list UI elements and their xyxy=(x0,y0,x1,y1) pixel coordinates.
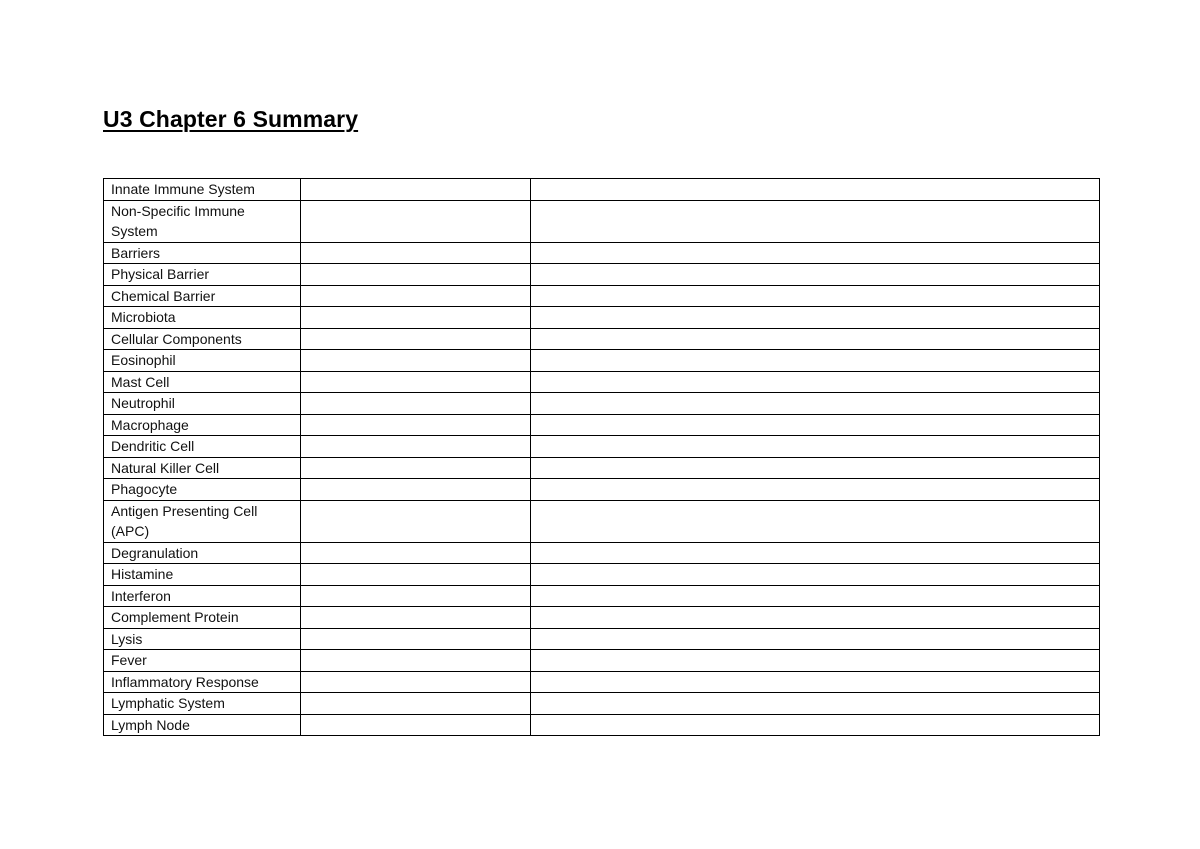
notes-cell-1[interactable] xyxy=(301,285,531,307)
notes-cell-2[interactable] xyxy=(531,500,1100,542)
notes-cell-1[interactable] xyxy=(301,500,531,542)
notes-cell-2[interactable] xyxy=(531,200,1100,242)
notes-cell-1[interactable] xyxy=(301,479,531,501)
term-cell: Eosinophil xyxy=(104,350,301,372)
notes-cell-1[interactable] xyxy=(301,650,531,672)
table-row xyxy=(104,414,1100,436)
notes-cell-2[interactable] xyxy=(531,479,1100,501)
notes-cell-1[interactable] xyxy=(301,179,531,201)
term-cell: Neutrophil xyxy=(104,393,301,415)
table-row xyxy=(104,350,1100,372)
notes-cell-2[interactable] xyxy=(531,693,1100,715)
term-cell: Histamine xyxy=(104,564,301,586)
notes-cell-2[interactable] xyxy=(531,457,1100,479)
notes-cell-2[interactable] xyxy=(531,628,1100,650)
term-cell: Antigen Presenting Cell (APC) xyxy=(104,500,301,542)
term-cell: Natural Killer Cell xyxy=(104,457,301,479)
term-cell: Non-Specific Immune System xyxy=(104,200,301,242)
notes-cell-1[interactable] xyxy=(301,307,531,329)
table-row xyxy=(104,307,1100,329)
term-cell: Chemical Barrier xyxy=(104,285,301,307)
term-cell: Interferon xyxy=(104,585,301,607)
notes-cell-2[interactable] xyxy=(531,542,1100,564)
table-row xyxy=(104,714,1100,736)
notes-cell-1[interactable] xyxy=(301,714,531,736)
table-row xyxy=(104,457,1100,479)
table-row xyxy=(104,328,1100,350)
notes-cell-2[interactable] xyxy=(531,585,1100,607)
notes-cell-1[interactable] xyxy=(301,414,531,436)
table-row xyxy=(104,242,1100,264)
notes-cell-1[interactable] xyxy=(301,264,531,286)
notes-cell-2[interactable] xyxy=(531,671,1100,693)
term-cell: Phagocyte xyxy=(104,479,301,501)
term-cell: Degranulation xyxy=(104,542,301,564)
notes-cell-1[interactable] xyxy=(301,457,531,479)
notes-cell-2[interactable] xyxy=(531,650,1100,672)
notes-cell-2[interactable] xyxy=(531,414,1100,436)
term-cell: Innate Immune System xyxy=(104,179,301,201)
notes-cell-2[interactable] xyxy=(531,242,1100,264)
notes-cell-1[interactable] xyxy=(301,393,531,415)
table-body xyxy=(104,179,1100,736)
notes-cell-2[interactable] xyxy=(531,607,1100,629)
term-cell: Mast Cell xyxy=(104,371,301,393)
notes-cell-2[interactable] xyxy=(531,436,1100,458)
notes-cell-2[interactable] xyxy=(531,350,1100,372)
term-cell: Lymphatic System xyxy=(104,693,301,715)
notes-cell-1[interactable] xyxy=(301,693,531,715)
table-row xyxy=(104,200,1100,242)
page-title: U3 Chapter 6 Summary xyxy=(103,106,359,132)
table-row xyxy=(104,564,1100,586)
notes-cell-1[interactable] xyxy=(301,200,531,242)
notes-cell-1[interactable] xyxy=(301,564,531,586)
notes-cell-1[interactable] xyxy=(301,436,531,458)
notes-cell-2[interactable] xyxy=(531,328,1100,350)
notes-cell-2[interactable] xyxy=(531,371,1100,393)
table-row xyxy=(104,393,1100,415)
term-cell: Complement Protein xyxy=(104,607,301,629)
term-cell: Microbiota xyxy=(104,307,301,329)
term-cell: Lymph Node xyxy=(104,714,301,736)
notes-cell-1[interactable] xyxy=(301,671,531,693)
term-cell: Cellular Components xyxy=(104,328,301,350)
table-row xyxy=(104,371,1100,393)
notes-cell-1[interactable] xyxy=(301,350,531,372)
table-row xyxy=(104,500,1100,542)
notes-cell-1[interactable] xyxy=(301,242,531,264)
notes-cell-1[interactable] xyxy=(301,371,531,393)
notes-cell-2[interactable] xyxy=(531,564,1100,586)
table-row xyxy=(104,479,1100,501)
term-cell: Physical Barrier xyxy=(104,264,301,286)
table-row xyxy=(104,542,1100,564)
term-cell: Dendritic Cell xyxy=(104,436,301,458)
notes-cell-2[interactable] xyxy=(531,714,1100,736)
term-cell: Inflammatory Response xyxy=(104,671,301,693)
notes-cell-1[interactable] xyxy=(301,328,531,350)
table-row xyxy=(104,585,1100,607)
notes-cell-1[interactable] xyxy=(301,607,531,629)
notes-cell-2[interactable] xyxy=(531,179,1100,201)
table-row xyxy=(104,264,1100,286)
table-row xyxy=(104,607,1100,629)
term-cell: Lysis xyxy=(104,628,301,650)
notes-cell-2[interactable] xyxy=(531,307,1100,329)
notes-cell-2[interactable] xyxy=(531,264,1100,286)
table-row xyxy=(104,693,1100,715)
term-cell: Barriers xyxy=(104,242,301,264)
table-row xyxy=(104,436,1100,458)
notes-cell-1[interactable] xyxy=(301,585,531,607)
table-row xyxy=(104,628,1100,650)
term-cell: Fever xyxy=(104,650,301,672)
notes-cell-1[interactable] xyxy=(301,542,531,564)
notes-cell-2[interactable] xyxy=(531,285,1100,307)
term-cell: Macrophage xyxy=(104,414,301,436)
notes-cell-1[interactable] xyxy=(301,628,531,650)
notes-cell-2[interactable] xyxy=(531,393,1100,415)
table-row xyxy=(104,179,1100,201)
table-row xyxy=(104,285,1100,307)
summary-table xyxy=(103,178,1100,736)
table-row xyxy=(104,671,1100,693)
table-row xyxy=(104,650,1100,672)
